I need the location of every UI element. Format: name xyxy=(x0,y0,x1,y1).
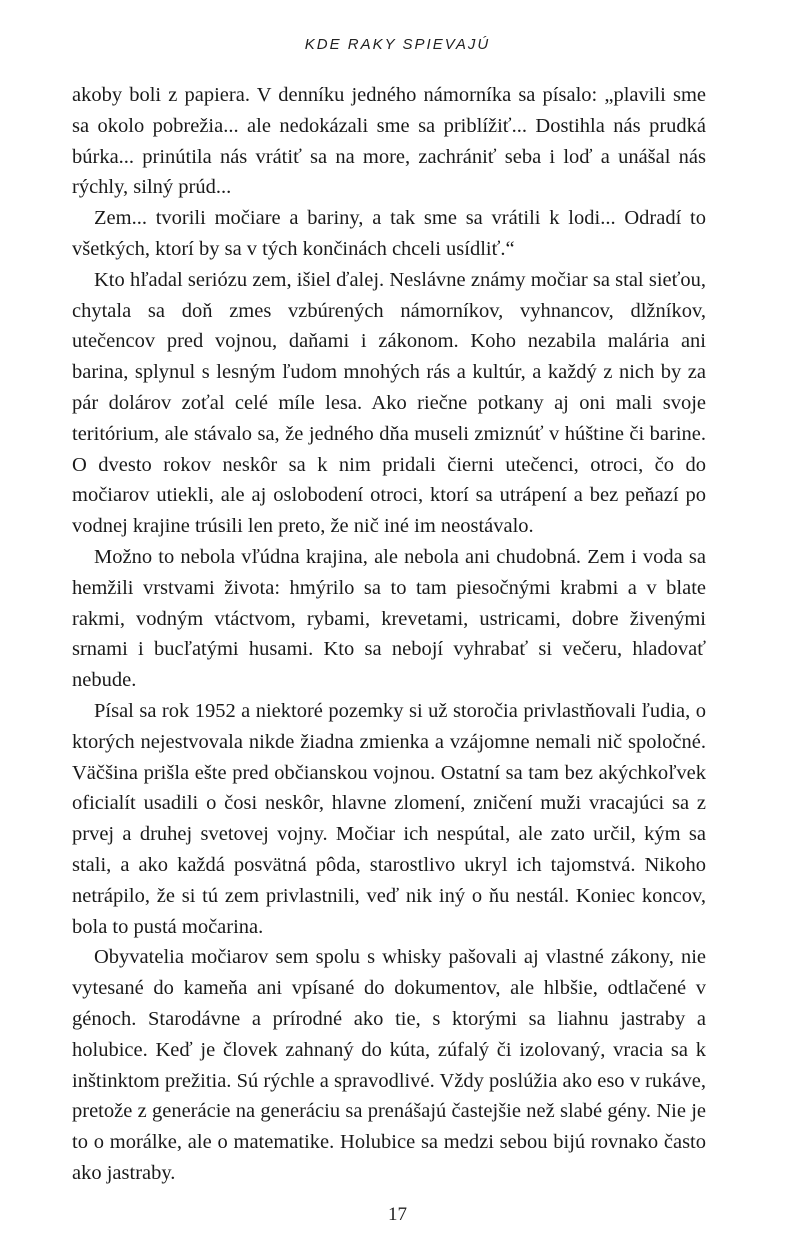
paragraph-4: Možno to nebola vľúdna krajina, ale nebola ani chudobná. Zem i voda sa hemžili vrstvami života: hmýrilo sa to tam piesočnými krabmi a v blate rakmi, vodným vtáctvom, rybami, krevetami, ustricami, dobre živenými srnami i bucľatými husami. Kto sa nebojí vyhrabať si večeru, hladovať nebude. xyxy=(72,545,706,692)
running-head: KDE RAKY SPIEVAJÚ xyxy=(304,36,491,53)
paragraph-3: Kto hľadal seriózu zem, išiel ďalej. Neslávne známy močiar sa stal sieťou, chytala sa doň zmes vzbúrených námorníkov, vyhnancov, dlžníkov, utečencov pred vojnou, daňami i zákonom. Koho nezabila malária ani barina, splynul s lesným ľudom mnohých rás a kultúr, a každý z nich by za pár dolárov zoťal celé míle lesa. Ako riečne potkany aj oni mali svoje teritórium, ale stávalo sa, že jedného dňa museli zmiznúť v húštine či barine. O dvesto rokov neskôr sa k nim pridali čierni utečenci, otroci, čo do močiarov utiekli, ale aj oslobodení otroci, ktorí sa utrápení a bez peňazí po vodnej krajine trúsili len preto, že nič iné im neostávalo. xyxy=(72,268,706,538)
paragraph-2: Zem... tvorili močiare a bariny, a tak sme sa vrátili k lodi... Odradí to všetkých, ktorí by sa v tých končinách chceli usídliť.“ xyxy=(72,207,706,260)
paragraph-5: Písal sa rok 1952 a niektoré pozemky si už storočia privlastňovali ľudia, o ktorých nejestvovala nikde žiadna zmienka a vzájomne nemali nič spoločné. Väčšina prišla ešte pred občianskou vojnou. Ostatní sa tam bez akýchkoľvek oficialít usadili o čosi neskôr, hlavne zlomení, zničení muži vracajúci sa z prvej a druhej svetovej vojny. Močiar ich nespútal, ale zato určil, kým sa stali, a ako každá posvätná pôda, starostlivo ukryl ich tajomstvá. Nikoho netrápilo, že si tú zem privlastnili, veď nik iný o ňu nestál. Koniec koncov, bola to pustá močarina. xyxy=(72,699,706,938)
paragraph-6: Obyvatelia močiarov sem spolu s whisky pašovali aj vlastné zákony, nie vytesané do kameňa ani vpísané do dokumentov, ale hlbšie, odtlačené v génoch. Starodávne a prírodné ako tie, s ktorými sa liahnu jastraby a holubice. Keď je človek zahnaný do kúta, zúfalý či izolovaný, vracia sa k inštinktom prežitia. Sú rýchle a spravodlivé. Vždy poslúžia ako eso v rukáve, pretože z generácie na generáciu sa prenášajú častejšie než slabé gény. Nie je to o morálke, ale o matematike. Holubice sa medzi sebou bijú rovnako často ako jastraby. xyxy=(72,946,706,1184)
paragraph-1: akoby boli z papiera. V denníku jedného námorníka sa písalo: „plavili sme sa okolo pobrežia... ale nedokázali sme sa priblížiť... Dostihla nás prudká búrka... prinútila nás vrátiť sa na more, zachrániť seba i loď a unášal nás rýchly, silný prúd... xyxy=(72,84,706,199)
page-number: 17 xyxy=(388,1204,407,1225)
body-text xyxy=(72,80,706,1189)
